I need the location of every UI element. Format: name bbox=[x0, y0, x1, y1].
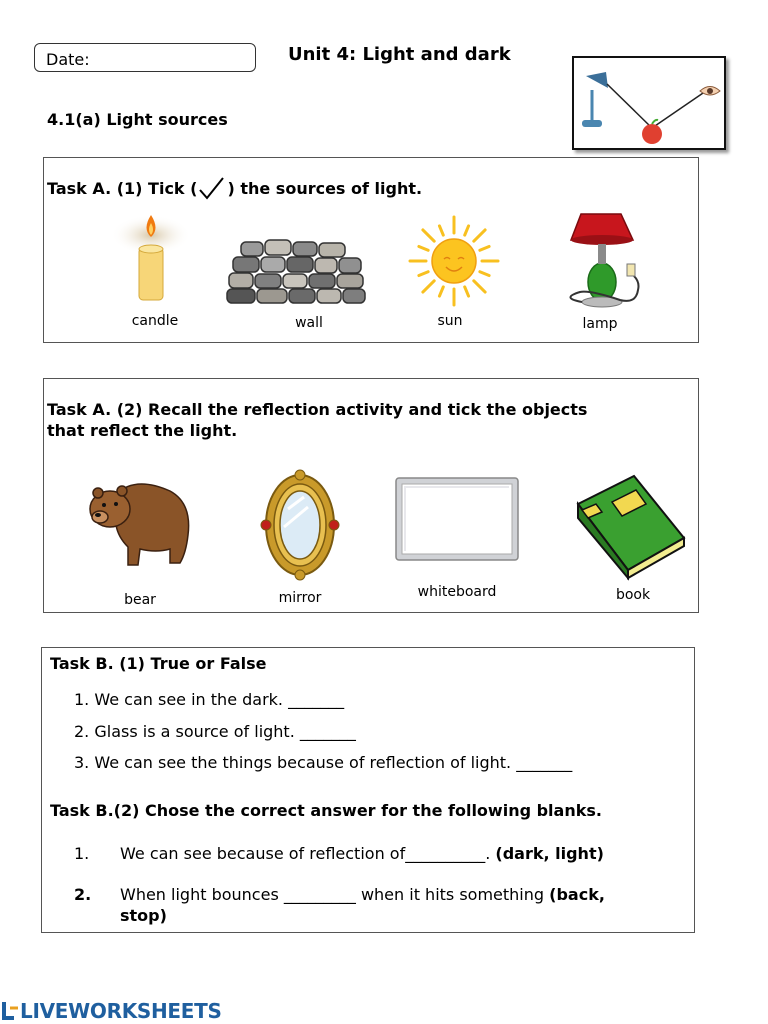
sun-ray bbox=[439, 226, 443, 235]
sun-ray bbox=[419, 246, 428, 250]
blank-1-number: 1. bbox=[74, 844, 90, 863]
page-title: Unit 4: Light and dark bbox=[288, 44, 511, 65]
mirror-icon bbox=[254, 469, 346, 581]
sun-ray bbox=[465, 287, 469, 296]
mirror-image[interactable] bbox=[254, 469, 346, 581]
book-icon bbox=[576, 474, 688, 578]
reflection-diagram bbox=[572, 56, 726, 150]
blank-question-1[interactable]: We can see because of reflection of__________. (dark, light) bbox=[120, 844, 604, 863]
task-a2-heading: Task A. (2) Recall the reflection activity and tick the objects that reflect the light. bbox=[47, 400, 588, 440]
lamp-image[interactable] bbox=[557, 210, 653, 310]
sun-caption: sun bbox=[437, 313, 463, 329]
liveworksheets-logo[interactable]: LIVEWORKSHEETS bbox=[2, 998, 222, 1023]
task-b2-heading: Task B.(2) Chose the correct answer for the following blanks. bbox=[50, 801, 602, 820]
candle-caption: candle bbox=[131, 313, 179, 329]
bear-icon bbox=[88, 471, 192, 569]
sun-ray bbox=[480, 272, 489, 276]
section-title: 4.1(a) Light sources bbox=[47, 110, 228, 129]
mirror-caption: mirror bbox=[278, 590, 322, 606]
blank-question-2[interactable]: When light bounces _________ when it hits something (back, stop) bbox=[120, 885, 605, 925]
tf-question-1[interactable]: 1. We can see in the dark. _______ bbox=[74, 690, 345, 709]
whiteboard-caption: whiteboard bbox=[417, 584, 497, 600]
task-a1-heading: Task A. (1) Tick ( ) the sources of light. bbox=[47, 172, 422, 199]
sun-ray bbox=[423, 281, 434, 292]
whiteboard-icon bbox=[395, 477, 521, 563]
stone-wall-icon bbox=[227, 240, 367, 304]
sun-ray bbox=[474, 281, 485, 292]
date-label: Date: bbox=[46, 50, 90, 69]
whiteboard-image[interactable] bbox=[395, 477, 521, 563]
book-image[interactable] bbox=[576, 474, 688, 578]
logo-icon bbox=[2, 1000, 20, 1020]
sun-ray bbox=[474, 230, 485, 241]
tf-question-3[interactable]: 3. We can see the things because of reflection of light. _______ bbox=[74, 753, 573, 772]
candle-image[interactable] bbox=[106, 210, 196, 305]
sun-ray bbox=[465, 226, 469, 235]
task-a1-box bbox=[43, 157, 699, 343]
sun-ray bbox=[480, 246, 489, 250]
wall-image[interactable] bbox=[227, 240, 367, 304]
tf-question-2[interactable]: 2. Glass is a source of light. _______ bbox=[74, 722, 356, 741]
task-b1-heading: Task B. (1) True or False bbox=[50, 654, 267, 673]
task-a2-box bbox=[43, 378, 699, 613]
lamp-apple-eye-icon bbox=[574, 58, 728, 152]
sun-ray bbox=[419, 272, 428, 276]
bear-image[interactable] bbox=[88, 471, 192, 569]
sun-ray bbox=[423, 230, 434, 241]
blank-2-number: 2. bbox=[74, 885, 92, 904]
sun-ray bbox=[439, 287, 443, 296]
lamp-caption: lamp bbox=[582, 316, 618, 332]
lamp-icon bbox=[557, 210, 653, 310]
date-field[interactable] bbox=[34, 43, 256, 72]
sun-image[interactable] bbox=[406, 216, 502, 306]
book-caption: book bbox=[615, 587, 651, 603]
sun-icon bbox=[406, 216, 502, 306]
candle-icon bbox=[106, 210, 196, 305]
task-b-box bbox=[41, 647, 695, 933]
tick-icon bbox=[197, 172, 227, 199]
wall-caption: wall bbox=[295, 315, 323, 331]
bear-caption: bear bbox=[124, 592, 156, 608]
